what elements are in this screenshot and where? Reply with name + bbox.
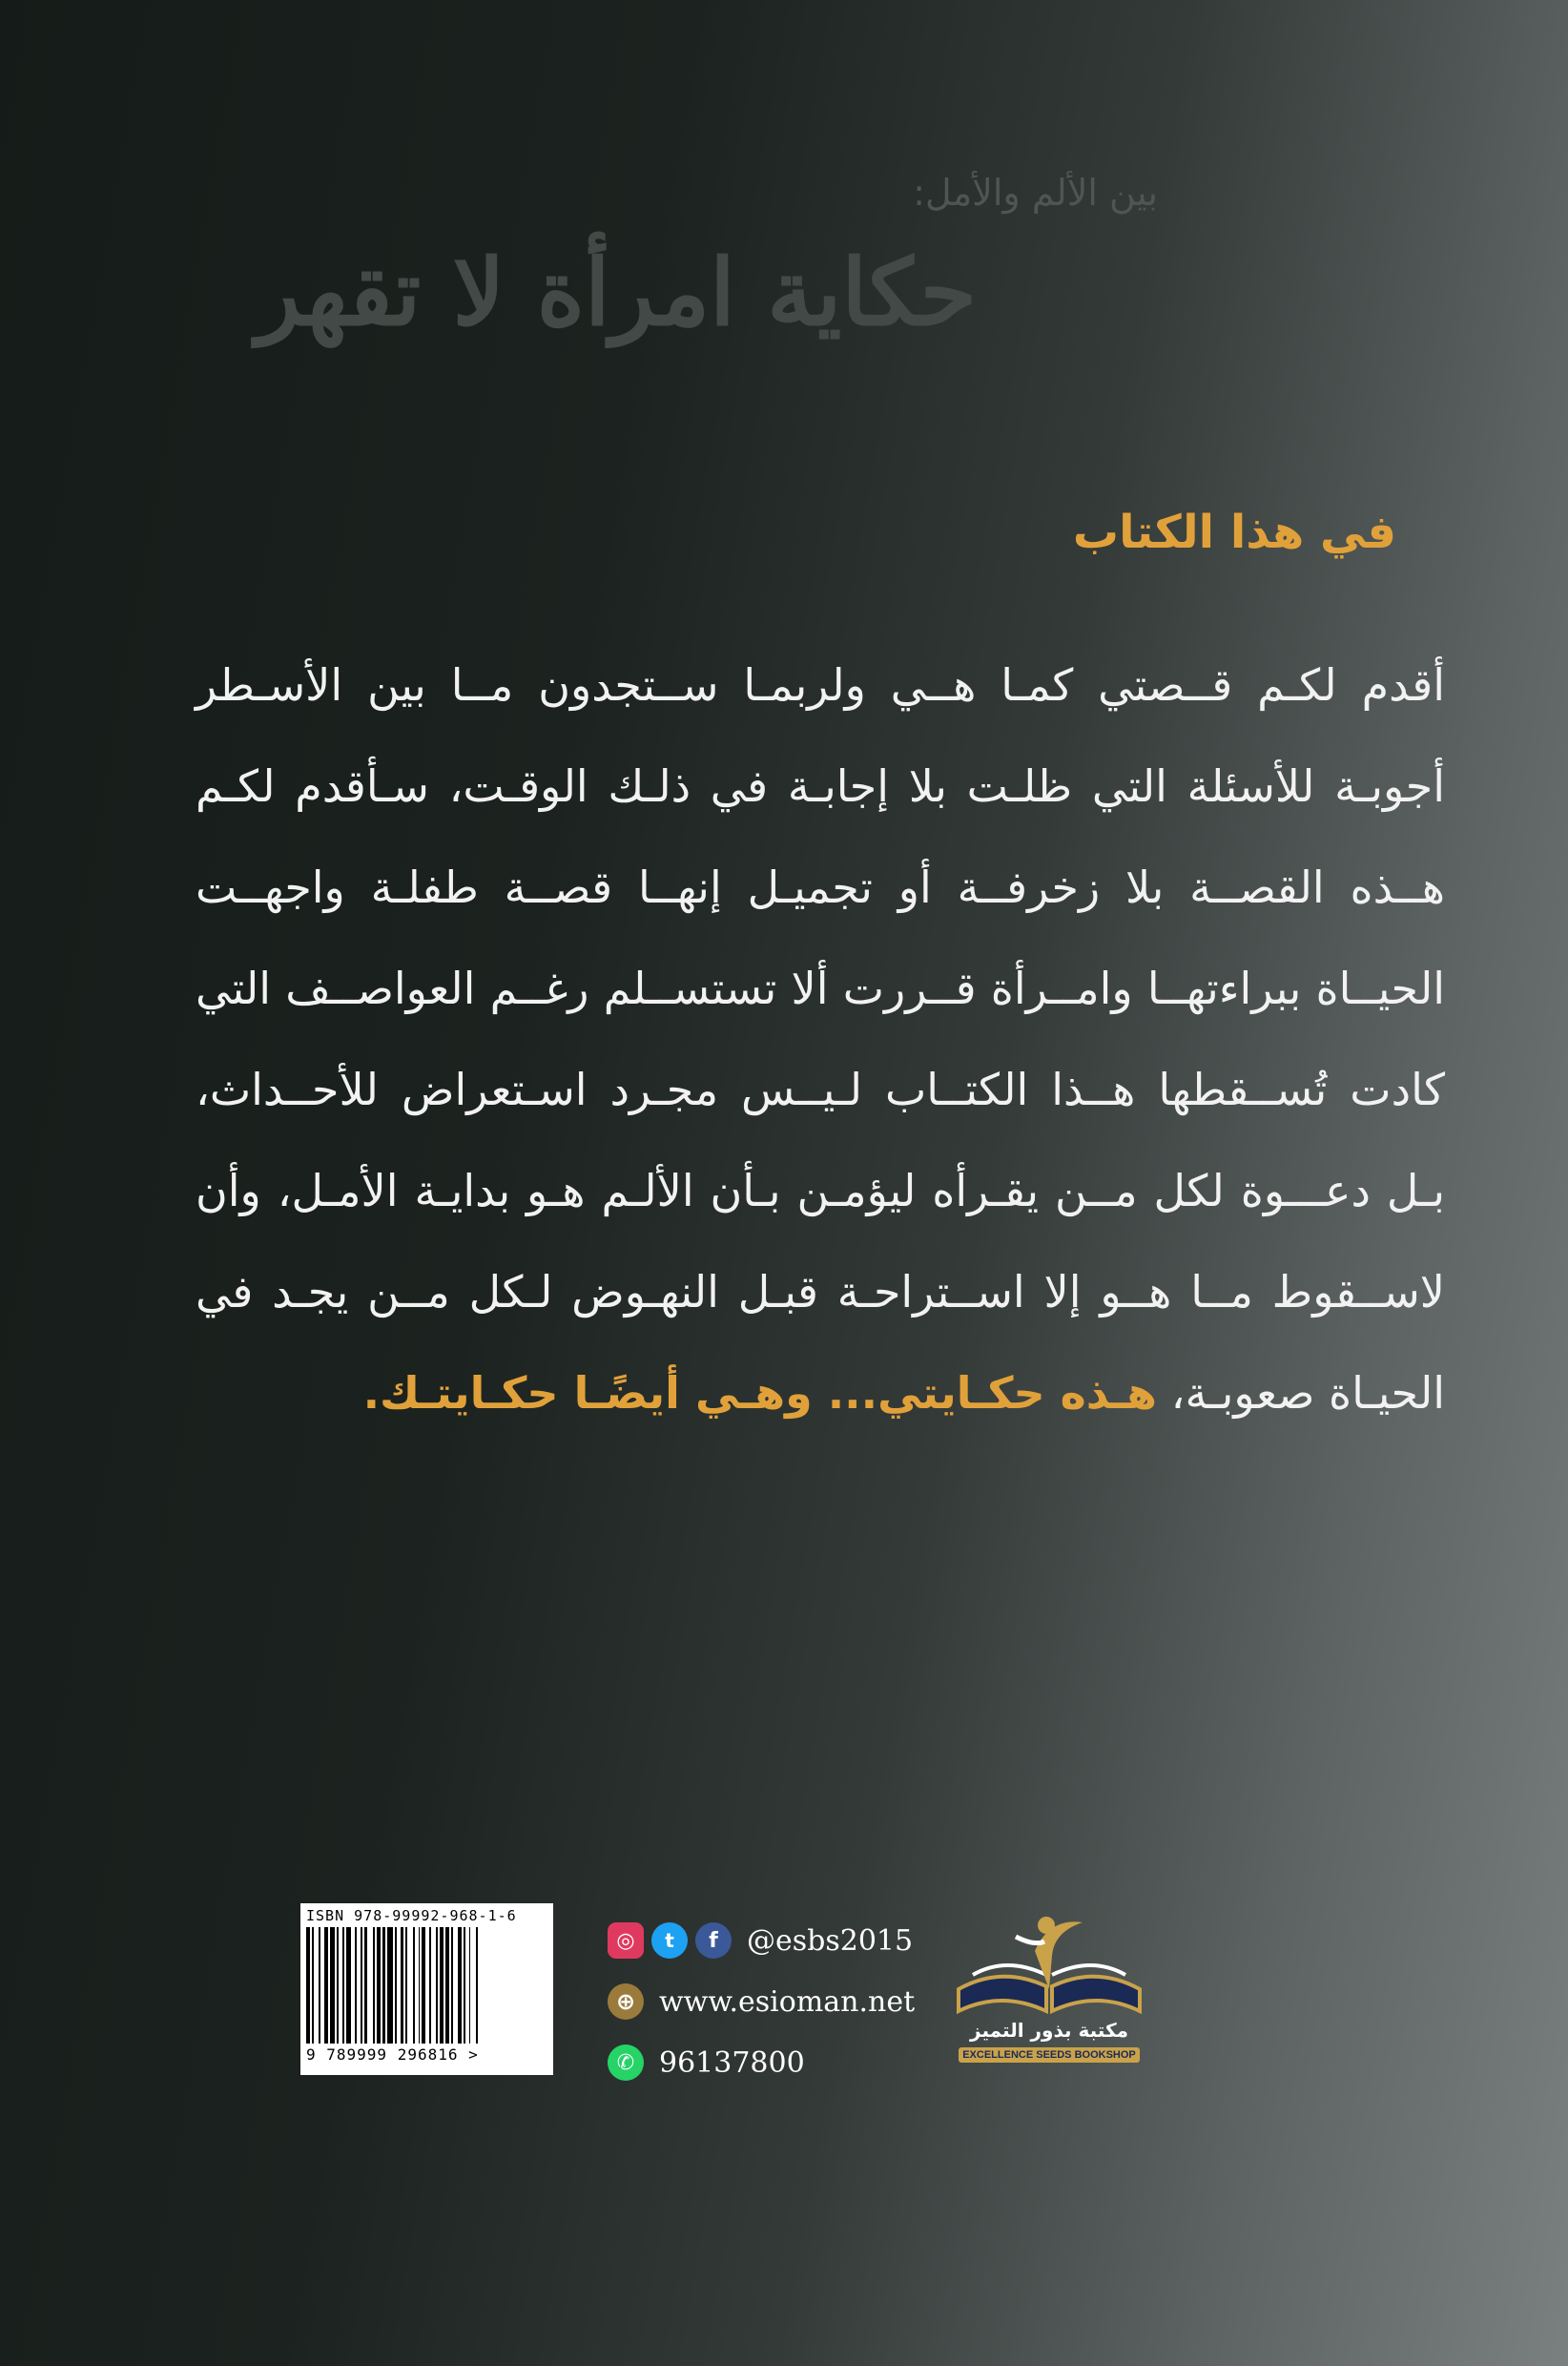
facebook-icon[interactable]: f	[695, 1922, 732, 1959]
social-row	[608, 1913, 915, 1968]
book-emblem-icon	[939, 1899, 1159, 2023]
blurb-line: كادت تُســقطها هــذا الكتــاب لـيــس مجـرد اسـتعراض للأحــداث،	[196, 1064, 1445, 1115]
publisher-logo	[939, 1899, 1159, 2080]
blurb-highlight: هـذه حكـايتي... وهـي أيضًـا حكـايتـك.	[362, 1367, 1157, 1419]
barcode-bars	[306, 1927, 547, 2044]
contact-info	[608, 1913, 915, 2096]
blurb-line: لاســقوط مــا هــو إلا اســتراحـة قبـل النهـوض لـكل مــن يجـد في	[196, 1266, 1445, 1318]
isbn-barcode	[300, 1903, 553, 2075]
globe-icon: ⊕	[608, 1983, 644, 2020]
blurb-text	[196, 634, 1445, 1443]
whatsapp-icon: ✆	[608, 2044, 644, 2081]
instagram-icon[interactable]: ◎	[608, 1922, 644, 1959]
blurb-line: أقدم لكـم قــصتي كمـا هــي ولربمـا ســتجدون مــا بين الأسـطر	[196, 659, 1445, 711]
blurb-last-plain: الحيـاة صعوبـة،	[1156, 1367, 1445, 1419]
publisher-name-ar: مكتبة بذور التميز	[970, 2019, 1128, 2042]
website-link[interactable]: www.esioman.net	[659, 1984, 916, 2019]
cover-subtitle: بين الألم والأمل:	[913, 172, 1158, 214]
social-handle[interactable]: @esbs2015	[747, 1923, 914, 1958]
blurb-line: الحيــاة ببراءتهــا وامــرأة قــررت ألا تستســلم رغــم العواصــف التي	[196, 963, 1445, 1014]
cover-title: حكاية امرأة لا تقهر	[256, 239, 977, 346]
isbn-number: ISBN 978-99992-968-1-6	[306, 1907, 517, 1924]
blurb-line: أجوبـة للأسئلة التي ظلـت بلا إجابـة في ذلـك الوقـت، سـأقدم لكـم	[196, 760, 1445, 812]
phone-row	[608, 2035, 915, 2090]
section-heading: في هذا الكتاب	[1072, 506, 1396, 559]
barcode-digits: 9 789999 296816 >	[306, 2045, 479, 2064]
blurb-line: بـل دعـــوة لكل مــن يقـرأه ليؤمـن بـأن الألـم هـو بدايـة الأمـل، وأن	[196, 1165, 1445, 1216]
blurb-line: هــذه القصــة بلا زخرفــة أو تجميـل إنهــا قصــة طفلـة واجهــت	[196, 861, 1445, 913]
website-row	[608, 1974, 915, 2029]
blurb-last-line	[196, 1342, 1445, 1443]
phone-number[interactable]: 96137800	[659, 2045, 805, 2080]
publisher-name-en: EXCELLENCE SEEDS BOOKSHOP	[959, 2047, 1140, 2063]
twitter-icon[interactable]: t	[651, 1922, 688, 1959]
